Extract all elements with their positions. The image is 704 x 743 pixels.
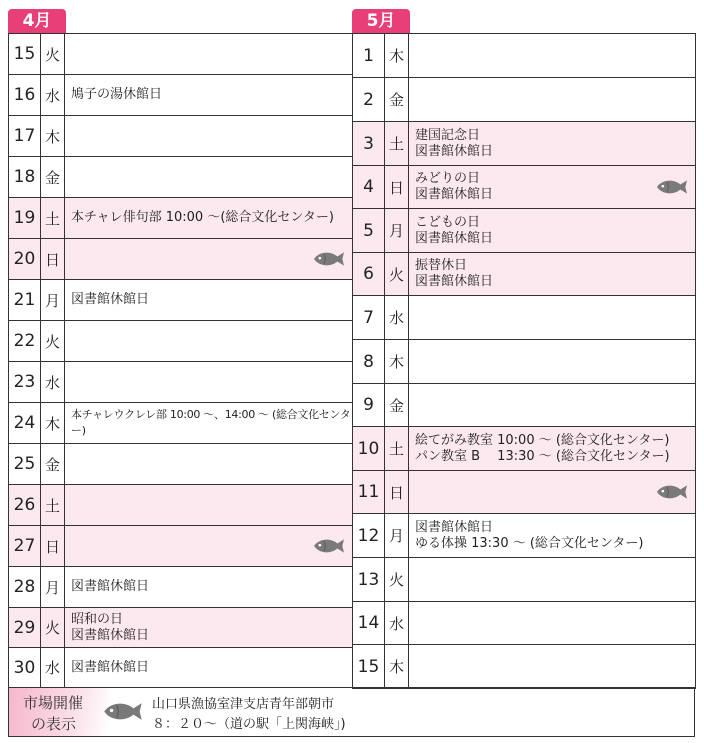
event-cell	[65, 198, 353, 238]
day-number: 21	[9, 280, 41, 320]
fish-icon	[655, 482, 689, 502]
event-cell	[409, 78, 696, 121]
event-cell	[409, 209, 696, 252]
weekday: 水	[41, 362, 65, 402]
calendar-row	[353, 471, 696, 514]
event-cell	[65, 526, 353, 566]
fish-icon	[101, 699, 145, 724]
event-text: 図書館休館日	[71, 579, 150, 594]
day-number: 25	[9, 444, 41, 484]
day-number: 3	[353, 122, 385, 165]
weekday: 金	[41, 444, 65, 484]
day-number: 19	[9, 198, 41, 238]
event-cell	[65, 444, 353, 484]
event-text: 本チャレウクレレ部 10:00 ～、14:00 ～ (総合文化センター)	[71, 408, 351, 437]
day-number: 28	[9, 567, 41, 607]
weekday: 土	[41, 485, 65, 525]
event-text: 本チャレ俳句部 10:00 ～(総合文化センター)	[71, 210, 334, 225]
calendar-row	[353, 427, 696, 471]
event-cell	[65, 280, 353, 320]
event-cell	[409, 34, 696, 77]
weekday: 水	[385, 602, 409, 644]
calendar-row	[353, 384, 696, 427]
event-cell	[65, 567, 353, 607]
day-number: 4	[353, 166, 385, 208]
calendar-row	[353, 296, 696, 340]
event-cell	[409, 340, 696, 383]
day-number: 30	[9, 648, 41, 687]
day-number: 15	[9, 34, 41, 74]
weekday: 月	[41, 280, 65, 320]
event-cell	[409, 296, 696, 339]
legend-text-line1: 山口県漁協室津支店青年部朝市	[152, 697, 335, 712]
weekday: 日	[41, 526, 65, 566]
day-number: 7	[353, 296, 385, 339]
event-cell	[65, 321, 353, 361]
weekday: 火	[41, 321, 65, 361]
weekday: 金	[41, 157, 65, 197]
weekday: 水	[41, 648, 65, 687]
weekday: 木	[385, 34, 409, 77]
day-number: 14	[353, 602, 385, 644]
calendar-row	[9, 198, 353, 239]
calendar-row	[9, 444, 353, 485]
event-text: 図書館休館日	[71, 659, 150, 675]
weekday: 土	[385, 122, 409, 165]
event-cell	[409, 384, 696, 426]
april-calendar	[8, 33, 353, 688]
event-text: 図書館休館日	[415, 143, 494, 159]
event-text: 図書館休館日	[415, 274, 494, 289]
weekday: 水	[41, 75, 65, 115]
event-cell	[409, 122, 696, 165]
event-cell	[65, 239, 353, 279]
day-number: 6	[353, 253, 385, 295]
day-number: 24	[9, 403, 41, 443]
may-tab-label: 5月	[366, 11, 396, 31]
calendar-row	[353, 209, 696, 253]
event-cell	[409, 602, 696, 644]
calendar-row	[353, 602, 696, 645]
event-text: 絵てがみ教室 10:00 ～ (総合文化センター)	[415, 432, 670, 448]
weekday: 木	[41, 116, 65, 156]
day-number: 5	[353, 209, 385, 252]
weekday: 火	[385, 558, 409, 601]
may-tab	[352, 9, 410, 33]
day-number: 8	[353, 340, 385, 383]
day-number: 27	[9, 526, 41, 566]
event-text: 鳩子の湯休館日	[71, 87, 163, 102]
calendar-row	[9, 403, 353, 444]
weekday: 金	[385, 78, 409, 121]
event-cell	[409, 645, 696, 688]
calendar-row	[9, 567, 353, 608]
calendar-row	[353, 340, 696, 384]
weekday: 日	[41, 239, 65, 279]
day-number: 9	[353, 384, 385, 426]
event-cell	[65, 362, 353, 402]
weekday: 金	[385, 384, 409, 426]
day-number: 20	[9, 239, 41, 279]
april-tab	[8, 9, 66, 33]
event-cell	[65, 485, 353, 525]
calendar-row	[9, 34, 353, 75]
event-text: 建国記念日	[415, 127, 481, 143]
day-number: 13	[353, 558, 385, 601]
event-text: 図書館休館日	[71, 292, 150, 307]
calendar-row	[353, 558, 696, 602]
calendar-row	[9, 321, 353, 362]
event-text: 図書館休館日	[415, 519, 494, 535]
day-number: 1	[353, 34, 385, 77]
day-number: 29	[9, 608, 41, 647]
event-cell	[65, 75, 353, 115]
event-cell	[65, 157, 353, 197]
day-number: 17	[9, 116, 41, 156]
event-text: 昭和の日	[71, 611, 124, 627]
day-number: 16	[9, 75, 41, 115]
event-cell	[65, 34, 353, 74]
weekday: 火	[41, 34, 65, 74]
weekday: 火	[385, 253, 409, 295]
weekday: 日	[385, 471, 409, 513]
calendar-row	[9, 116, 353, 157]
event-text: 図書館休館日	[71, 627, 150, 643]
event-cell	[409, 558, 696, 601]
fish-icon	[312, 536, 346, 556]
event-text: こどもの日	[415, 214, 481, 230]
april-tab-label: 4月	[22, 11, 52, 31]
event-cell	[409, 427, 696, 470]
may-calendar	[352, 33, 696, 689]
day-number: 2	[353, 78, 385, 121]
calendar-row	[9, 157, 353, 198]
weekday: 月	[385, 209, 409, 252]
event-cell	[409, 471, 696, 513]
day-number: 26	[9, 485, 41, 525]
day-number: 11	[353, 471, 385, 513]
weekday: 日	[385, 166, 409, 208]
legend-label-line2: の表示	[31, 715, 77, 733]
calendar-row	[353, 645, 696, 689]
fish-icon	[655, 177, 689, 197]
event-cell	[65, 608, 353, 647]
event-text: パン教室 B 13:30 ～ (総合文化センター)	[415, 448, 670, 464]
calendar-row	[353, 166, 696, 209]
day-number: 15	[353, 645, 385, 688]
weekday: 月	[41, 567, 65, 607]
day-number: 18	[9, 157, 41, 197]
weekday: 月	[385, 514, 409, 557]
event-cell	[409, 514, 696, 557]
event-text: 図書館休館日	[415, 187, 494, 202]
calendar-row	[9, 75, 353, 116]
calendar-row	[9, 648, 353, 688]
day-number: 10	[353, 427, 385, 470]
calendar-row	[9, 239, 353, 280]
legend-label-line1: 市場開催	[23, 694, 84, 712]
legend-text-line2: ８：２０～（道の駅「上関海峡」)	[152, 717, 346, 732]
calendar-row	[9, 280, 353, 321]
weekday: 木	[385, 340, 409, 383]
event-text: 振替休日	[415, 258, 468, 273]
weekday: 土	[385, 427, 409, 470]
calendar-row	[353, 514, 696, 558]
weekday: 水	[385, 296, 409, 339]
calendar-row	[353, 78, 696, 122]
event-cell	[409, 166, 696, 208]
event-text: ゆる体操 13:30 ～ (総合文化センター)	[415, 535, 644, 551]
event-text: みどりの日	[415, 171, 481, 186]
calendar-row	[353, 34, 696, 78]
calendar-row	[9, 526, 353, 567]
event-text: 図書館休館日	[415, 230, 494, 246]
day-number: 23	[9, 362, 41, 402]
event-cell	[65, 403, 353, 443]
weekday: 土	[41, 198, 65, 238]
calendar-row	[353, 253, 696, 296]
weekday: 火	[41, 608, 65, 647]
legend-box	[8, 687, 695, 737]
event-cell	[65, 648, 353, 687]
calendar-row	[353, 122, 696, 166]
day-number: 12	[353, 514, 385, 557]
day-number: 22	[9, 321, 41, 361]
calendar-row	[9, 362, 353, 403]
calendar-row	[9, 485, 353, 526]
calendar-row	[9, 608, 353, 648]
fish-icon	[312, 249, 346, 269]
event-cell	[65, 116, 353, 156]
weekday: 木	[385, 645, 409, 688]
weekday: 木	[41, 403, 65, 443]
event-cell	[409, 253, 696, 295]
